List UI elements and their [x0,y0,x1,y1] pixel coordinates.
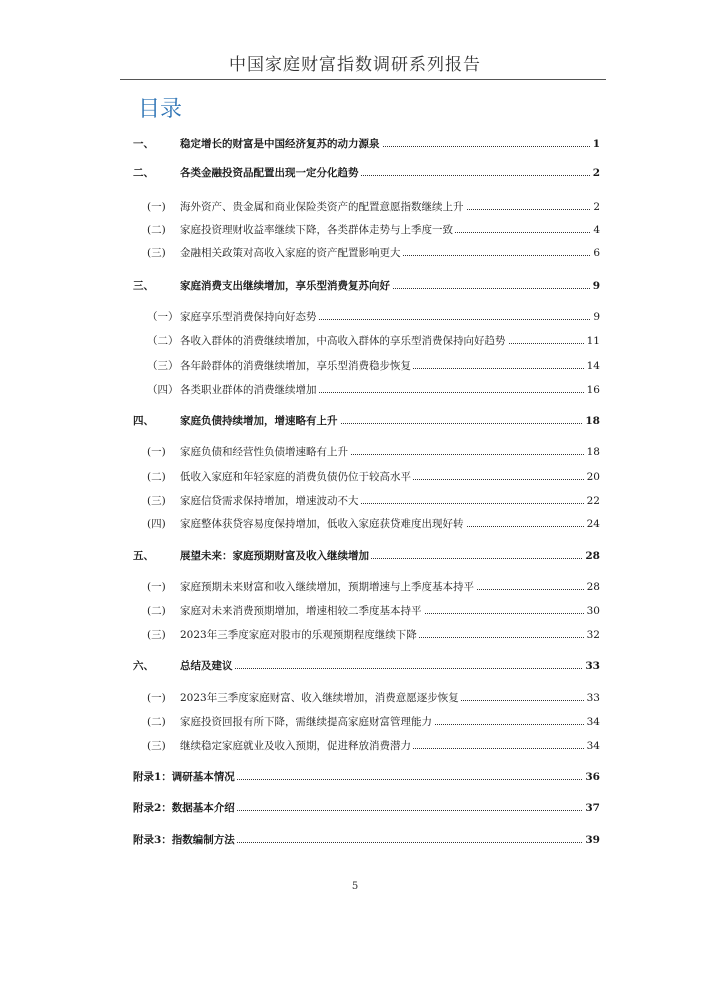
toc-entry-5-1[interactable] [0,579,710,595]
toc-entry-5-2[interactable] [0,603,710,619]
toc-entry-label: 家庭消费支出继续增加，享乐型消费复苏向好 [180,280,390,292]
toc-entry-6-1[interactable] [0,690,710,706]
toc-entry-number: (三) [147,740,166,752]
toc-entry-label: 家庭投资回报有所下降，需继续提高家庭财富管理能力 [180,716,432,728]
toc-entry-page: 34 [586,716,600,728]
toc-entry-page: 9 [592,280,600,292]
toc-entry-number: (三) [147,247,166,259]
toc-entry-page: 14 [586,360,600,372]
toc-entry-5-3[interactable] [0,627,710,643]
toc-entry-page: 33 [585,660,600,672]
toc-entry-page: 36 [585,771,600,783]
toc-entry-number: (一) [147,692,166,704]
toc-entry-number: (一) [147,201,166,213]
toc-entry-label: 金融相关政策对高收入家庭的资产配置影响更大 [180,247,401,259]
toc-entry-page: 20 [586,471,600,483]
toc-entry-appendix-2[interactable] [0,800,710,816]
toc-entry-3-2[interactable] [0,333,710,349]
toc-entry-3-4[interactable] [0,382,710,398]
toc-entry-number: 三、 [133,280,154,292]
toc-entry-section-3[interactable] [0,278,710,294]
toc-entry-4-1[interactable] [0,444,710,460]
toc-entry-6-2[interactable] [0,714,710,730]
toc-entry-page: 28 [585,550,600,562]
toc-entry-2-2[interactable] [0,222,710,238]
toc-entry-section-6[interactable] [0,658,710,674]
toc-entry-number: 四、 [133,415,154,427]
page-number: 5 [351,881,359,892]
toc-entry-label: 继续稳定家庭就业及收入预期，促进释放消费潜力 [180,740,411,752]
toc-entry-label: 2023年三季度家庭对股市的乐观预期程度继续下降 [180,629,417,641]
toc-entry-page: 16 [586,384,600,396]
toc-entry-label: 家庭负债持续增加，增速略有上升 [180,415,338,427]
toc-entry-label: 家庭对未来消费预期增加，增速相较二季度基本持平 [180,605,422,617]
toc-entry-page: 4 [593,224,600,236]
toc-entry-page: 24 [586,518,600,530]
toc-entry-number: (二) [147,716,166,728]
dot-leader [180,668,592,669]
toc-entry-section-1[interactable] [0,136,710,152]
running-header: 中国家庭财富指数调研系列报告 [229,55,481,75]
toc-entry-6-3[interactable] [0,738,710,754]
toc-entry-page: 33 [586,692,600,704]
toc-entry-label: 附录1：调研基本情况 [133,771,235,783]
toc-entry-appendix-3[interactable] [0,832,710,848]
toc-entry-label: 各类职业群体的消费继续增加 [180,384,317,396]
toc-entry-page: 39 [585,834,600,846]
toc-entry-page: 11 [586,335,600,347]
toc-entry-page: 1 [592,138,600,150]
toc-entry-page: 18 [586,446,600,458]
toc-entry-number: (一) [147,446,166,458]
toc-entry-page: 30 [586,605,600,617]
toc-entry-label: 各收入群体的消费继续增加，中高收入群体的享乐型消费保持向好趋势 [180,335,506,347]
toc-entry-4-4[interactable] [0,516,710,532]
toc-entry-number: （三） [147,360,179,372]
toc-entry-page: 32 [586,629,600,641]
toc-entry-3-3[interactable] [0,358,710,374]
toc-entry-label: 低收入家庭和年轻家庭的消费负债仍位于较高水平 [180,471,411,483]
header-rule [120,79,606,80]
toc-entry-4-3[interactable] [0,493,710,509]
toc-entry-section-4[interactable] [0,413,710,429]
toc-entry-page: 6 [593,247,600,259]
toc-entry-number: （二） [147,335,179,347]
toc-entry-page: 2 [593,201,600,213]
toc-entry-section-2[interactable] [0,165,710,181]
toc-entry-page: 2 [592,167,600,179]
toc-entry-label: 海外资产、贵金属和商业保险类资产的配置意愿指数继续上升 [180,201,464,213]
toc-entry-number: (三) [147,629,166,641]
toc-entry-page: 22 [586,495,600,507]
toc-entry-number: （一） [147,311,179,323]
toc-entry-label: 2023年三季度家庭财富、收入继续增加，消费意愿逐步恢复 [180,692,459,704]
toc-entry-appendix-1[interactable] [0,769,710,785]
toc-entry-page: 9 [593,311,600,323]
toc-entry-page: 37 [585,802,600,814]
toc-entry-section-5[interactable] [0,548,710,564]
toc-entry-label: 总结及建议 [180,660,233,672]
toc-entry-2-3[interactable] [0,245,710,261]
toc-entry-label: 家庭信贷需求保持增加，增速波动不大 [180,495,359,507]
toc-entry-label: 展望未来：家庭预期财富及收入继续增加 [180,550,369,562]
toc-entry-number: 二、 [133,167,154,179]
toc-entry-2-1[interactable] [0,199,710,215]
toc-entry-label: 家庭享乐型消费保持向好态势 [180,311,317,323]
toc-entry-page: 34 [586,740,600,752]
toc-entry-label: 家庭整体获贷容易度保持增加，低收入家庭获贷难度出现好转 [180,518,464,530]
toc-entry-number: (二) [147,605,166,617]
toc-entry-number: 六、 [133,660,154,672]
toc-entry-label: 家庭负债和经营性负债增速略有上升 [180,446,348,458]
toc-entry-label: 附录3：指数编制方法 [133,834,235,846]
toc-entry-label: 家庭预期未来财富和收入继续增加，预期增速与上季度基本持平 [180,581,474,593]
toc-entry-label: 附录2：数据基本介绍 [133,802,235,814]
toc-entry-3-1[interactable] [0,309,710,325]
toc-entry-number: （四） [147,384,179,396]
toc-entry-label: 各年龄群体的消费继续增加，享乐型消费稳步恢复 [180,360,411,372]
toc-entry-label: 各类金融投资品配置出现一定分化趋势 [180,167,359,179]
toc-entry-page: 18 [585,415,600,427]
toc-entry-label: 家庭投资理财收益率继续下降，各类群体走势与上季度一致 [180,224,453,236]
toc-heading: 目录 [138,97,183,122]
toc-entry-number: (二) [147,224,166,236]
toc-entry-number: (二) [147,471,166,483]
toc-entry-number: (四) [147,518,166,530]
toc-entry-4-2[interactable] [0,469,710,485]
toc-entry-page: 28 [586,581,600,593]
toc-entry-number: (一) [147,581,166,593]
toc-entry-number: 一、 [133,138,154,150]
toc-entry-label: 稳定增长的财富是中国经济复苏的动力源泉 [180,138,380,150]
toc-entry-number: 五、 [133,550,154,562]
toc-entry-number: (三) [147,495,166,507]
